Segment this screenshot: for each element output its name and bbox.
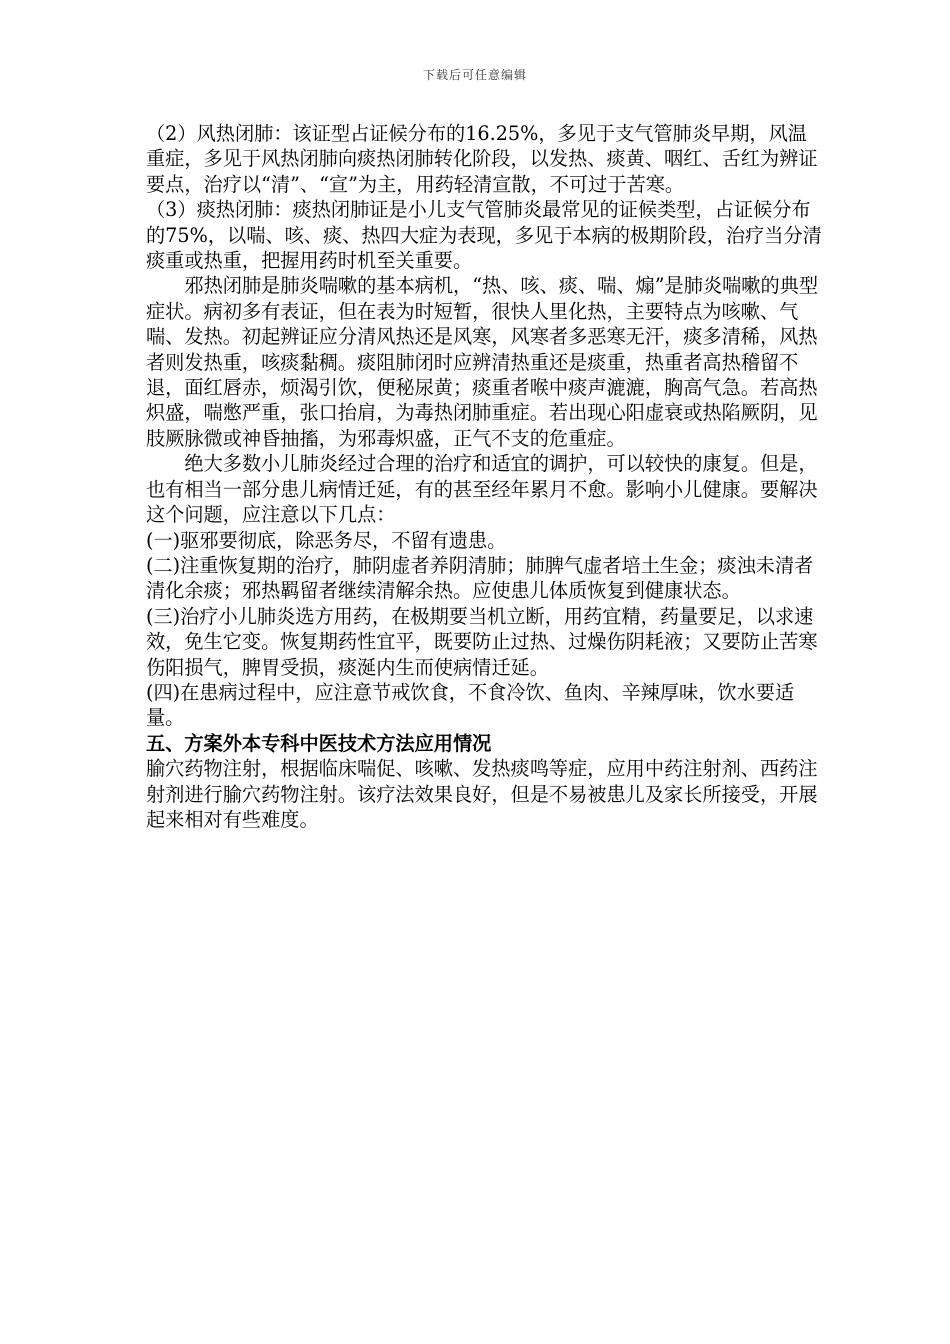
list-item-3: (三)治疗小儿肺炎选方用药，在极期要当机立断，用药宜精，药量要足，以求速效，免生它变。恢复期药性宜平，既要防止过热、过燥伤阴耗液；又要防止苦寒伤阳损气，脾胃受损，痰涎内生而使病情迁延。 (146, 604, 818, 679)
paragraph-wind-heat: （2）风热闭肺：该证型占证候分布的16.25%，多见于支气管肺炎早期，风温重症，多见于风热闭肺向痰热闭肺转化阶段，以发热、痰黄、咽红、舌红为辨证要点，治疗以“清”、“宣”为主，用药轻清宣散，不可过于苦寒。 (146, 122, 818, 196)
paragraph-pathogenesis: 邪热闭肺是肺炎喘嗽的基本病机，“热、咳、痰、喘、煽”是肺炎喘嗽的典型症状。病初多有表证，但在表为时短暂，很快人里化热，主要特点为咳嗽、气喘、发热。初起辨证应分清风热还是风寒，风寒者多恶寒无汗，痰多清稀，风热者则发热重，咳痰黏稠。痰阻肺闭时应辨清热重还是痰重，热重者高热稽留不退，面红唇赤，烦渴引饮，便秘尿黄；痰重者喉中痰声漉漉，胸高气急。若高热炽盛，喘憋严重，张口抬肩，为毒热闭肺重症。若出现心阳虚衰或热陷厥阴，见肢厥脉微或神昏抽搐，为邪毒炽盛，正气不支的危重症。 (146, 274, 819, 450)
section-heading: 五、方案外本专科中医技术方法应用情况 (146, 731, 492, 755)
paragraph-phlegm-heat: （3）痰热闭肺：痰热闭肺证是小儿支气管肺炎最常见的证候类型，占证候分布的75%，以喘、咳、痰、热四大症为表现，多见于本病的极期阶段，治疗当分清痰重或热重，把握用药时机至关重要。 (146, 198, 822, 273)
list-item-1: (一)驱邪要彻底，除恶务尽，不留有遗患。 (146, 528, 507, 552)
section-body: 腧穴药物注射，根据临床喘促、咳嗽、发热痰鸣等症，应用中药注射剂、西药注射剂进行腧穴药物注射。该疗法效果良好，但是不易被患儿及家长所接受，开展起来相对有些难度。 (146, 757, 818, 831)
list-item-4: (四)在患病过程中，应注意节戒饮食，不食冷饮、鱼肉、辛辣厚味，饮水要适量。 (146, 680, 795, 730)
list-item-2: (二)注重恢复期的治疗，肺阴虚者养阴清肺；肺脾气虚者培土生金；痰浊未清者清化余痰；邪热羁留者继续清解余热。应使患儿体质恢复到健康状态。 (146, 553, 814, 603)
document-body (146, 121, 826, 832)
page-header-note: 下载后可任意编辑 (422, 68, 527, 82)
paragraph-recovery-intro: 绝大多数小儿肺炎经过合理的治疗和适宜的调护，可以较快的康复。但是，也有相当一部分患儿病情迁延，有的甚至经年累月不愈。影响小儿健康。要解决这个问题，应注意以下几点： (146, 452, 818, 527)
